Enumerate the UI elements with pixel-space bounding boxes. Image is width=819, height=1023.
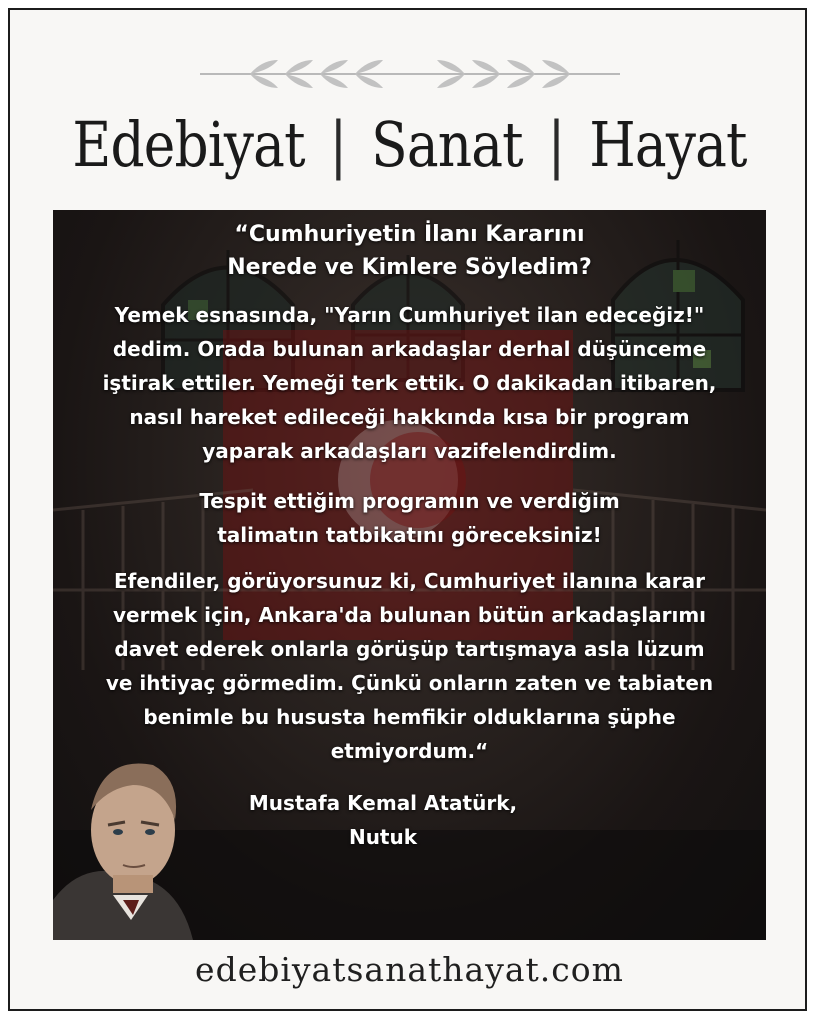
quote-author: Mustafa Kemal Atatürk,: [248, 791, 518, 815]
brand-title: [57, 108, 761, 181]
laurel-branch-icon: [190, 54, 630, 94]
quote-paragraph-3: [53, 564, 766, 768]
brand-title-part: Sanat: [371, 108, 523, 181]
quote-source: Nutuk: [348, 825, 418, 849]
brand-title-part: Edebiyat: [72, 108, 305, 181]
quote-line: benimle bu hususta hemfikir olduklarına şüphe: [143, 705, 676, 729]
quote-line: dedim. Orada bulunan arkadaşlar derhal düşünceme: [112, 337, 707, 361]
quote-title-line: Nerede ve Kimlere Söyledim?: [227, 255, 592, 280]
quote-line: vermek için, Ankara'da bulunan bütün arkadaşlarımı: [112, 603, 707, 627]
quote-paragraph-2: [53, 484, 766, 552]
brand-title-separator: |: [329, 108, 347, 181]
quote-line: iştirak ettiler. Yemeği terk ettik. O dakikadan itibaren,: [102, 371, 717, 395]
quote-paragraph-1: [53, 298, 766, 468]
website-url: edebiyatsanathayat.com: [195, 950, 624, 989]
quote-title: [53, 218, 766, 284]
quote-line: Yemek esnasında, "Yarın Cumhuriyet ilan edeceğiz!": [114, 303, 705, 327]
brand-title-part: Hayat: [589, 108, 747, 181]
quote-line: nasıl hareket edileceği hakkında kısa bir program: [129, 405, 690, 429]
quote-line: ve ihtiyaç görmedim. Çünkü onların zaten ve tabiaten: [105, 671, 714, 695]
quote-title-line: “Cumhuriyetin İlanı Kararını: [234, 222, 585, 247]
quote-line: davet ederek onlarla görüşüp tartışmaya asla lüzum: [114, 637, 705, 661]
brand-title-separator: |: [547, 108, 565, 181]
quote-line: etmiyordum.“: [330, 739, 489, 763]
quote-line: talimatın tatbikatını göreceksiniz!: [217, 523, 602, 547]
quote-panel: [53, 210, 766, 940]
quote-line: Efendiler, görüyorsunuz ki, Cumhuriyet ilanına karar: [113, 569, 706, 593]
ataturk-portrait: [53, 740, 203, 940]
quote-line: Tespit ettiğim programın ve verdiğim: [199, 489, 620, 513]
quote-line: yaparak arkadaşları vazifelendirdim.: [202, 439, 617, 463]
